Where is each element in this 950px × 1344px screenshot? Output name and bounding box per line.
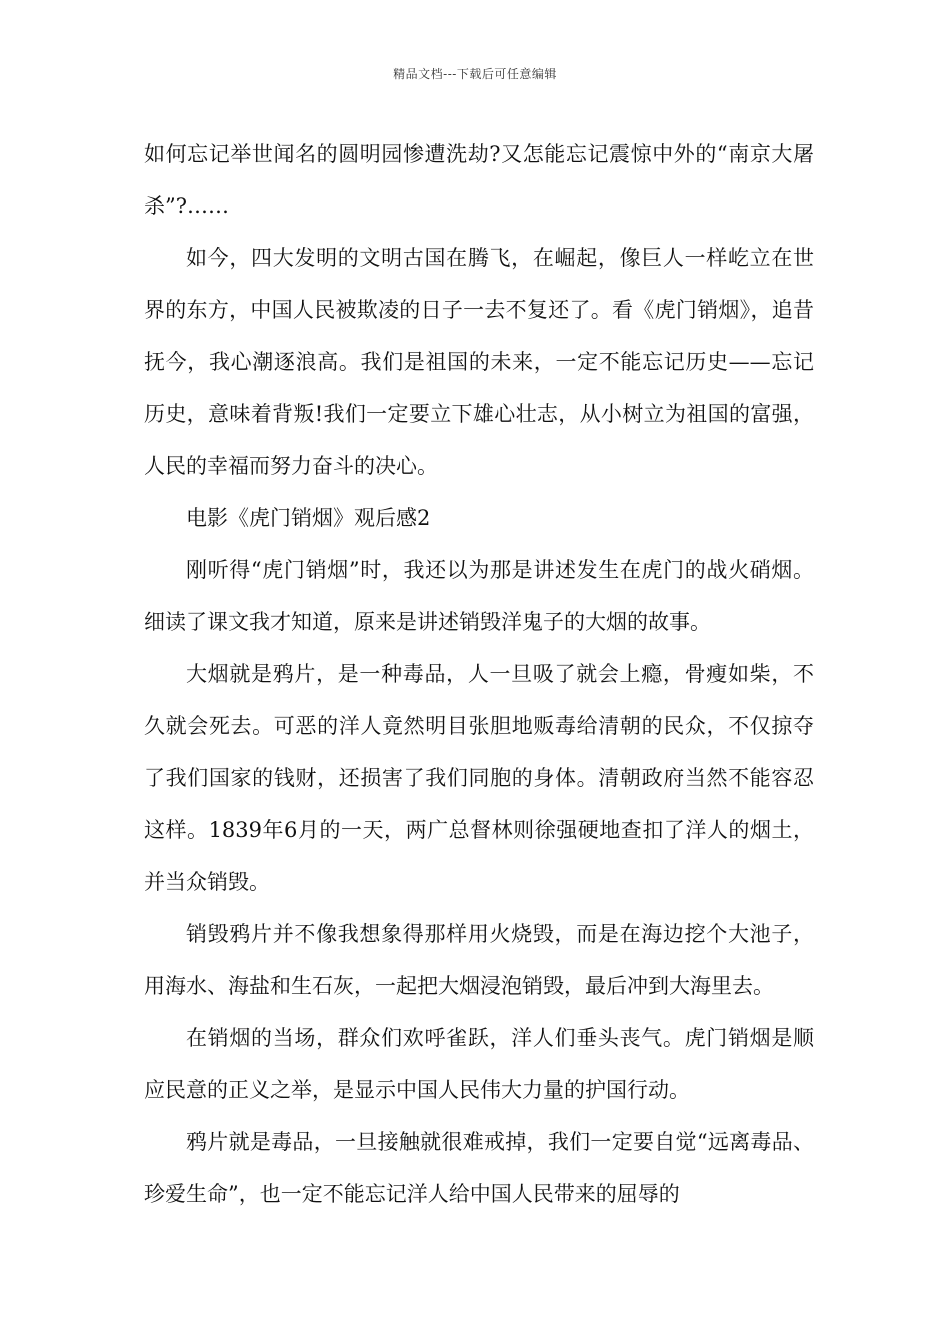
document-body xyxy=(144,128,814,1220)
paragraph: 鸦片就是毒品，一旦接触就很难戒掉，我们一定要自觉“远离毒品、珍爱生命”，也一定不能忘记洋人给中国人民带来的屈辱的 xyxy=(144,1130,814,1206)
paragraph: 刚听得“虎门销烟”时，我还以为那是讲述发生在虎门的战火硝烟。细读了课文我才知道，原来是讲述销毁洋鬼子的大烟的故事。 xyxy=(144,558,814,634)
section-title: 电影《虎门销烟》观后感2 xyxy=(186,506,431,530)
page-header: 精品文档---下载后可任意编辑 xyxy=(393,67,557,81)
paragraph: 在销烟的当场，群众们欢呼雀跃，洋人们垂头丧气。虎门销烟是顺应民意的正义之举，是显示中国人民伟大力量的护国行动。 xyxy=(144,1026,814,1102)
paragraph: 销毁鸦片并不像我想象得那样用火烧毁，而是在海边挖个大池子，用海水、海盐和生石灰，一起把大烟浸泡销毁，最后冲到大海里去。 xyxy=(144,922,814,998)
paragraph: 大烟就是鸦片，是一种毒品，人一旦吸了就会上瘾，骨瘦如柴，不久就会死去。可恶的洋人竟然明目张胆地贩毒给清朝的民众，不仅掠夺了我们国家的钱财，还损害了我们同胞的身体。清朝政府当然不能容忍这样。1839年6月的一天，两广总督林则徐强硬地查扣了洋人的烟土，并当众销毁。 xyxy=(144,662,814,894)
paragraph: 如今，四大发明的文明古国在腾飞，在崛起，像巨人一样屹立在世界的东方，中国人民被欺凌的日子一去不复还了。看《虎门销烟》，追昔抚今，我心潮逐浪高。我们是祖国的未来，一定不能忘记历史——忘记历史，意味着背叛!我们一定要立下雄心壮志，从小树立为祖国的富强，人民的幸福而努力奋斗的决心。 xyxy=(144,246,814,478)
paragraph: 如何忘记举世闻名的圆明园惨遭洗劫?又怎能忘记震惊中外的“南京大屠杀”?…… xyxy=(144,142,814,218)
